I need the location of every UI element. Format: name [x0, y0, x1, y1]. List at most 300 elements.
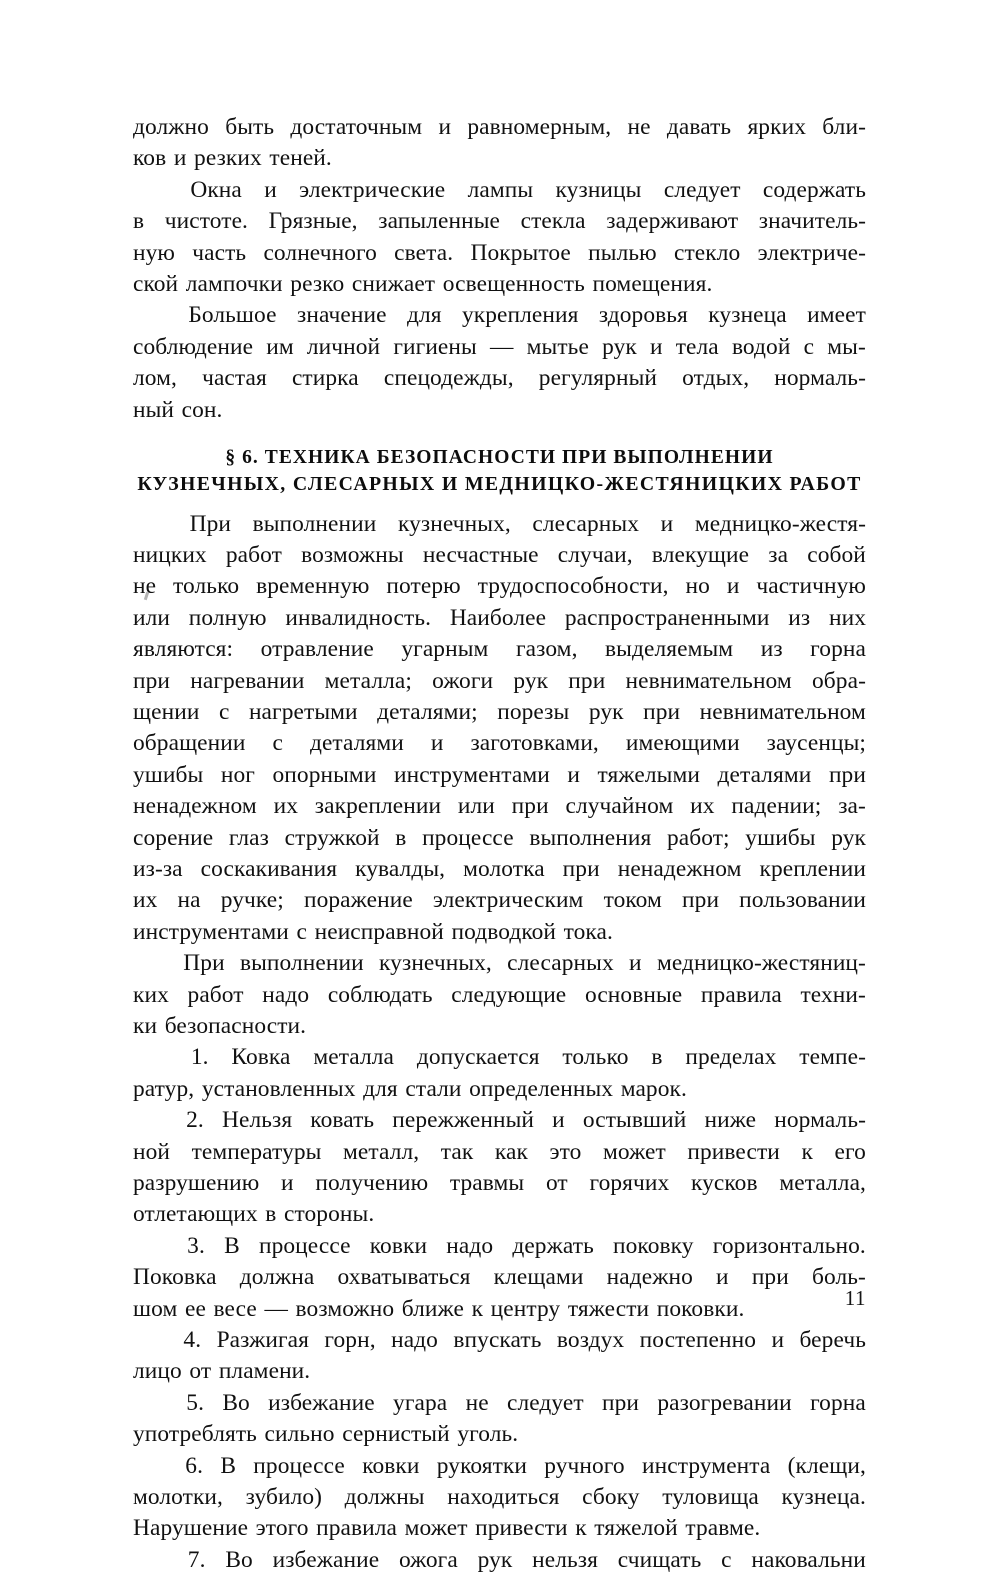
word: привести — [687, 1138, 780, 1165]
word: невнимательном — [699, 698, 866, 725]
text-line — [133, 175, 866, 206]
word: пределах — [685, 1044, 777, 1071]
word: металл, — [343, 1138, 420, 1165]
word: неисправной — [314, 918, 444, 945]
word: кузнеца. — [781, 1483, 866, 1510]
word: ожоги — [432, 667, 494, 694]
word: из — [760, 636, 783, 663]
word: правила — [316, 1515, 398, 1542]
word: При — [189, 510, 231, 537]
word: впускать — [453, 1326, 542, 1353]
word: медницко-жестя- — [694, 510, 866, 537]
word: и — [716, 1264, 729, 1291]
word: при — [511, 793, 549, 820]
word: водой — [731, 333, 791, 360]
text-line — [133, 666, 866, 697]
word: случаи, — [557, 541, 633, 568]
word: инвалидность. — [285, 604, 432, 631]
word: при — [568, 667, 606, 694]
word: газом, — [515, 636, 578, 663]
word: охватываться — [337, 1264, 471, 1291]
paragraph-indent — [133, 300, 168, 331]
word: правила — [700, 981, 782, 1008]
word: В — [220, 1452, 237, 1479]
word: работ — [225, 541, 282, 568]
word: и — [438, 114, 452, 140]
word: к — [801, 1138, 813, 1165]
word: воздух — [556, 1326, 625, 1353]
text-line — [133, 509, 866, 540]
word: марок. — [620, 1075, 687, 1102]
word: употреблять — [133, 1421, 257, 1448]
word: ких — [133, 981, 169, 1008]
word: и — [660, 510, 674, 537]
text-line — [133, 1325, 866, 1356]
text-line — [133, 238, 866, 269]
word: ног — [220, 761, 255, 788]
word: на — [177, 887, 201, 914]
word: ненадежном — [617, 855, 742, 882]
word: тяжелой — [594, 1515, 678, 1542]
word: не — [465, 1389, 489, 1416]
word: частая — [202, 365, 267, 392]
word: не — [627, 114, 651, 140]
word: отравление — [260, 636, 374, 663]
word: за — [768, 541, 789, 568]
word: инструментами — [393, 761, 550, 788]
word: их — [133, 887, 158, 914]
word: имеет — [807, 302, 866, 329]
word: рукоятки — [436, 1452, 527, 1479]
word: при — [828, 761, 866, 788]
word: 1. — [190, 1044, 209, 1071]
text-line — [133, 1294, 866, 1325]
page-text-block — [133, 112, 866, 1576]
word: отлетающих — [133, 1201, 258, 1228]
word: от — [545, 1169, 568, 1196]
word: и — [771, 1326, 785, 1353]
word: инструмента — [642, 1452, 771, 1479]
word: лампы — [467, 176, 534, 203]
word: рук — [477, 1546, 513, 1573]
word: избежание — [268, 1389, 375, 1416]
text-line — [133, 300, 866, 331]
word: стирка — [291, 365, 359, 392]
word: травмы — [449, 1169, 525, 1196]
word: 6. — [185, 1452, 204, 1479]
word: бли- — [822, 114, 866, 140]
text-line — [133, 917, 866, 948]
word: из-за — [133, 855, 183, 882]
word: при — [562, 855, 600, 882]
word: мытье — [526, 333, 589, 360]
word: сон. — [181, 396, 223, 423]
word: опорными — [272, 761, 377, 788]
word: равномерным, — [467, 114, 612, 140]
text-line — [133, 1419, 866, 1450]
word: при — [682, 887, 720, 914]
word: тяжести — [567, 1295, 650, 1322]
word: резких — [194, 145, 262, 172]
word: креплении — [759, 855, 866, 882]
word: — — [490, 333, 514, 360]
text-line — [133, 1388, 866, 1419]
word: определенных — [469, 1075, 614, 1102]
word: отдых, — [682, 365, 750, 392]
word: надо — [391, 1326, 438, 1353]
word: надо — [446, 1232, 494, 1259]
word: ушибы — [133, 761, 204, 788]
word: стали — [405, 1075, 462, 1102]
word: безопасности. — [164, 1012, 307, 1039]
word: пламени. — [218, 1358, 311, 1385]
word: горн, — [324, 1326, 376, 1353]
word: и — [264, 176, 277, 203]
word: и — [567, 761, 581, 788]
word: должны — [344, 1483, 425, 1510]
word: установленных — [201, 1075, 356, 1102]
word: угара — [393, 1389, 448, 1416]
word: содержать — [762, 176, 866, 203]
text-line — [133, 1231, 866, 1262]
word: давать — [666, 114, 732, 140]
word: ковки — [369, 1232, 428, 1259]
text-line — [133, 1545, 866, 1576]
word: следует — [663, 176, 741, 203]
word: должна — [239, 1264, 315, 1291]
word: выделяемым — [605, 636, 734, 663]
word: здоровья — [598, 302, 688, 329]
text-line — [133, 1513, 866, 1544]
word: от — [189, 1358, 212, 1385]
word: ушибы — [745, 824, 816, 851]
word: укрепления — [461, 302, 579, 329]
word: кузнечных, — [379, 950, 492, 977]
word: их — [273, 793, 299, 820]
text-line — [133, 112, 866, 143]
word: глаз — [228, 824, 270, 851]
word: основные — [584, 981, 683, 1008]
paragraph-indent — [133, 1105, 168, 1136]
paragraph-indent — [133, 1231, 168, 1262]
text-line — [133, 206, 866, 237]
word: и — [649, 333, 663, 360]
word: Окна — [190, 176, 242, 203]
word: Ковка — [231, 1044, 291, 1071]
text-line — [133, 1451, 866, 1482]
text-line — [133, 634, 866, 665]
word: инструментами — [133, 918, 289, 945]
paragraph-indent — [133, 1325, 168, 1356]
word: ковать — [310, 1107, 375, 1134]
word: но — [685, 573, 710, 600]
word: сорение — [133, 824, 214, 851]
word: тяжелыми — [597, 761, 700, 788]
word: и — [430, 730, 444, 757]
word: процессе — [422, 824, 514, 851]
word: и — [552, 1107, 565, 1134]
word: Нарушение — [133, 1515, 249, 1542]
word: соблюдать — [327, 981, 433, 1008]
text-line — [133, 1137, 866, 1168]
word: полную — [188, 604, 267, 631]
word: 2. — [186, 1107, 204, 1134]
word: клещами — [493, 1264, 584, 1291]
word: потерю — [386, 573, 461, 600]
word: зубило) — [245, 1483, 323, 1510]
word: резко — [290, 271, 345, 297]
word: Грязные, — [268, 208, 358, 235]
paragraph-indent — [133, 1042, 168, 1073]
word: ницких — [133, 541, 207, 568]
word: нагревании — [190, 667, 305, 694]
word: поражение — [303, 887, 413, 914]
word: (клещи, — [787, 1452, 866, 1479]
word: При — [183, 950, 225, 977]
word: остывший — [582, 1107, 687, 1134]
word: Покрытое — [470, 239, 571, 266]
word: спецодежды, — [383, 365, 514, 392]
word: надежно — [606, 1264, 693, 1291]
word: для — [406, 302, 442, 329]
word: в — [133, 208, 145, 235]
word: надо — [262, 981, 310, 1008]
text-line — [133, 1011, 866, 1042]
word: лицо — [133, 1358, 182, 1385]
word: сильно — [264, 1421, 335, 1448]
word: к — [575, 1515, 587, 1542]
word: может — [404, 1515, 468, 1542]
section-heading-line-1: § 6. ТЕХНИКА БЕЗОПАСНОСТИ ПРИ ВЫПОЛНЕНИИ — [225, 447, 774, 468]
word: при — [133, 667, 171, 694]
word: частичную — [756, 573, 866, 600]
word: так — [440, 1138, 474, 1165]
word: электриче- — [757, 239, 866, 266]
word: при — [751, 1264, 789, 1291]
word: для — [363, 1075, 398, 1102]
word: стекло — [674, 239, 741, 266]
word: током — [603, 887, 662, 914]
word: находиться — [447, 1483, 560, 1510]
word: держать — [512, 1232, 594, 1259]
word: допускается — [416, 1044, 540, 1071]
word: 7. — [187, 1546, 206, 1573]
word: этого — [255, 1515, 309, 1542]
text-line — [133, 603, 866, 634]
text-line — [133, 332, 866, 363]
word: 4. — [183, 1326, 202, 1353]
word: ниже — [704, 1107, 757, 1134]
word: быть — [225, 114, 275, 140]
word: может — [602, 1138, 666, 1165]
word: имеющими — [625, 730, 740, 757]
word: ки — [133, 1012, 158, 1039]
text-line — [133, 395, 866, 426]
word: нормаль- — [774, 1107, 866, 1134]
word: ожога — [398, 1546, 458, 1573]
word: и — [281, 1169, 294, 1196]
word: слесарных — [532, 510, 639, 537]
word: с — [218, 698, 230, 725]
word: ее — [184, 1295, 206, 1322]
word: с — [272, 730, 283, 757]
text-line — [133, 760, 866, 791]
word: горячих — [589, 1169, 670, 1196]
word: соблюдение — [133, 333, 254, 360]
word: с — [803, 333, 815, 360]
word: угарным — [401, 636, 489, 663]
word: им — [266, 333, 294, 360]
word: центру — [490, 1295, 561, 1322]
word: нагретыми — [248, 698, 358, 725]
word: Наиболее — [449, 604, 547, 631]
word: Нельзя — [221, 1107, 293, 1134]
word: стекла — [520, 208, 586, 235]
text-line — [133, 1356, 866, 1387]
word: молотка — [463, 855, 545, 882]
word: Поковка — [133, 1264, 217, 1291]
word: солнечного — [263, 239, 377, 266]
word: возможно — [295, 1295, 395, 1322]
word: и — [726, 573, 740, 600]
word: обращении — [133, 730, 246, 757]
text-line — [133, 1199, 866, 1230]
word: медницко-жестяниц- — [656, 950, 866, 977]
word: это — [549, 1138, 582, 1165]
word: личной — [306, 333, 381, 360]
word: туловища — [662, 1483, 759, 1510]
word: процессе — [258, 1232, 351, 1259]
word: избежание — [272, 1546, 380, 1573]
text-line — [133, 1262, 866, 1293]
word: металла; — [324, 667, 412, 694]
word: В — [224, 1232, 240, 1259]
word: или — [457, 793, 495, 820]
word: значение — [296, 302, 387, 329]
word: следует — [506, 1389, 584, 1416]
word: лом, — [133, 365, 177, 392]
word: теней. — [269, 145, 332, 172]
text-line — [133, 823, 866, 854]
word: только — [562, 1044, 629, 1071]
word: распространенными — [564, 604, 770, 631]
word: боль- — [811, 1264, 866, 1291]
text-line — [133, 540, 866, 571]
word: временную — [256, 573, 370, 600]
word: к — [471, 1295, 484, 1322]
word: получению — [315, 1169, 429, 1196]
word: — — [264, 1295, 288, 1322]
word: в — [265, 1201, 277, 1228]
word: поковку — [613, 1232, 694, 1259]
page-number: 11 — [844, 1286, 866, 1310]
text-line — [133, 791, 866, 822]
word: молотки, — [133, 1483, 223, 1510]
text-line — [133, 1105, 866, 1136]
text-line — [133, 571, 866, 602]
word: стороны. — [284, 1201, 375, 1228]
word: освещенность — [442, 271, 585, 297]
word: уголь. — [457, 1421, 519, 1448]
text-line — [133, 1482, 866, 1513]
word: часть — [192, 239, 247, 266]
word: ручке; — [220, 887, 284, 914]
word: невнимательном — [625, 667, 792, 694]
word: пользовании — [739, 887, 866, 914]
word: наковальни — [751, 1546, 866, 1573]
section-heading-line-2: КУЗНЕЧНЫХ, СЛЕСАРНЫХ И МЕДНИЦКО-ЖЕСТЯНИЦКИХ РАБОТ — [137, 473, 862, 495]
word: заготовками, — [470, 730, 599, 757]
text-line — [133, 1168, 866, 1199]
word: чистоте. — [164, 208, 248, 235]
word: рук — [513, 667, 549, 694]
paragraph-indent — [133, 509, 168, 540]
word: трудоспособности, — [477, 573, 669, 600]
word: постепенно — [639, 1326, 757, 1353]
word: Во — [222, 1389, 250, 1416]
word: разогревании — [657, 1389, 792, 1416]
word: 5. — [186, 1389, 205, 1416]
word: заусенцы; — [766, 730, 866, 757]
text-line — [133, 1074, 866, 1105]
word: деталями — [717, 761, 812, 788]
text-line — [133, 143, 866, 174]
word: беречь — [799, 1326, 866, 1353]
word: ярких — [747, 114, 806, 140]
word: из — [788, 604, 811, 631]
word: в — [651, 1044, 663, 1071]
word: стружкой — [284, 824, 380, 851]
word: шом — [133, 1295, 178, 1322]
text-line — [133, 1042, 866, 1073]
word: как — [494, 1138, 528, 1165]
word: темпе- — [799, 1044, 866, 1071]
word: металла — [313, 1044, 395, 1071]
word: его — [834, 1138, 866, 1165]
word: случайном — [565, 793, 674, 820]
word: ный — [133, 396, 175, 423]
word: сбоку — [582, 1483, 640, 1510]
word: Во — [225, 1546, 253, 1573]
word: с — [721, 1546, 732, 1573]
word: влекущие — [651, 541, 750, 568]
word: ручного — [544, 1452, 625, 1479]
word: и — [173, 145, 187, 172]
word: возможны — [301, 541, 404, 568]
word: задерживают — [606, 208, 739, 235]
word: Большое — [188, 302, 277, 329]
word: снижает — [351, 271, 436, 297]
word: или — [133, 604, 171, 631]
word: значитель- — [758, 208, 866, 235]
text-line — [133, 728, 866, 759]
paragraph-indent — [133, 948, 168, 979]
word: помещения. — [592, 271, 713, 297]
word: обра- — [812, 667, 866, 694]
word: электрические — [299, 176, 446, 203]
word: ную — [133, 239, 175, 266]
word: закреплении — [314, 793, 442, 820]
word: при — [643, 698, 681, 725]
word: ненадежном — [133, 793, 257, 820]
text-line — [133, 854, 866, 885]
word: 3. — [187, 1232, 205, 1259]
word: ковки — [362, 1452, 420, 1479]
word: и — [629, 950, 642, 977]
word: соскакивания — [200, 855, 338, 882]
word: лампочки — [185, 271, 283, 297]
word: весе — [213, 1295, 257, 1322]
